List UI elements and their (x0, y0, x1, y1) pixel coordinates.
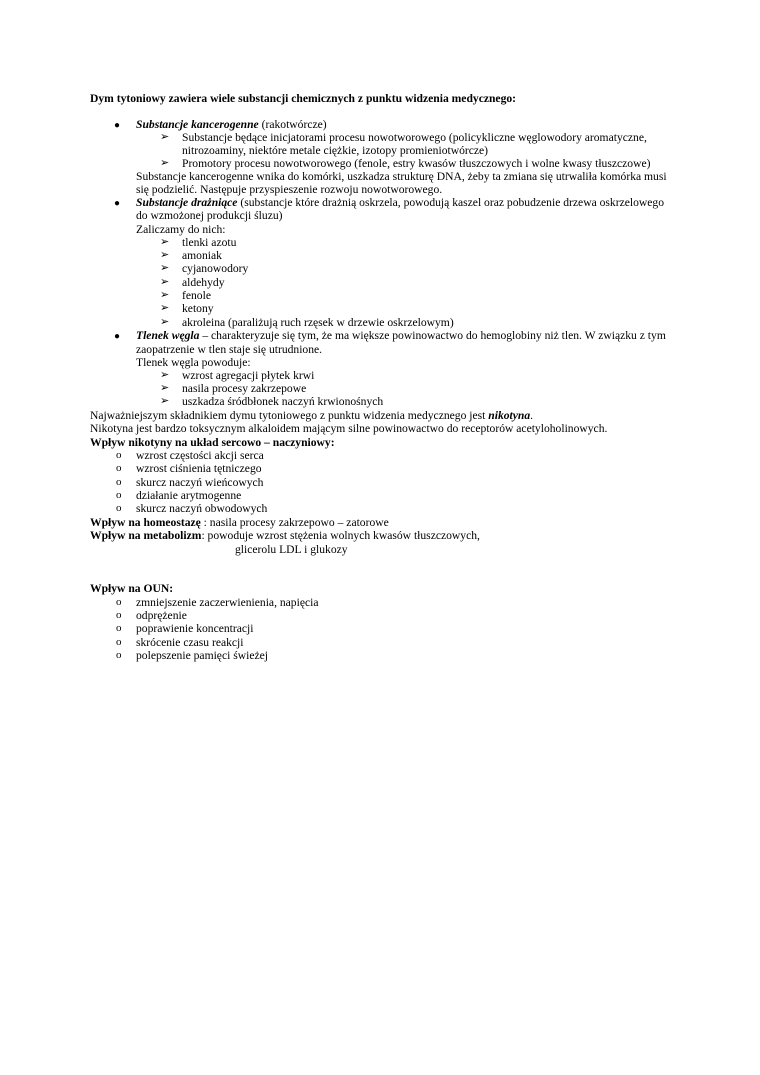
arrow-icon: ➢ (160, 236, 170, 248)
drazniace-text-line2: do wzmożonej produkcji śluzu) (136, 209, 283, 222)
tlenek-heading: Tlenek węgla (136, 329, 200, 342)
circle-bullet-icon: o (116, 449, 122, 461)
drazniace-heading-line (136, 196, 664, 209)
homeostaza-line (90, 516, 389, 529)
circle-bullet-icon: o (116, 489, 122, 501)
list-item: nasila procesy zakrzepowe (182, 382, 307, 395)
list-item: działanie arytmogenne (136, 489, 242, 502)
circle-bullet-icon: o (116, 476, 122, 488)
list-item: wzrost agregacji płytek krwi (182, 369, 315, 382)
circle-bullet-icon: o (116, 609, 122, 621)
kancerogenne-heading-line (136, 118, 327, 131)
list-item: ketony (182, 302, 214, 315)
list-item: skrócenie czasu reakcji (136, 636, 244, 649)
list-item: cyjanowodory (182, 262, 249, 275)
oun-heading: Wpływ na OUN: (90, 582, 174, 595)
list-item: wzrost częstości akcji serca (136, 449, 264, 462)
arrow-icon: ➢ (160, 316, 170, 328)
metabolizm-text-line2: glicerolu LDL i glukozy (235, 543, 348, 556)
circle-bullet-icon: o (116, 462, 122, 474)
kancerogenne-desc-line1: Substancje kancerogenne wnika do komórki, uszkadza strukturę DNA, żeby ta zmiana się utrwaliła komórka musi (136, 170, 667, 183)
metabolizm-text-line1: : powoduje wzrost stężenia wolnych kwasów tłuszczowych, (201, 529, 480, 542)
kancerogenne-sub2: Promotory procesu nowotworowego (fenole, estry kwasów tłuszczowych i wolne kwasy tłuszczowe) (182, 157, 651, 170)
arrow-icon: ➢ (160, 131, 170, 143)
kancerogenne-sub1-line2: nitrozoaminy, niektóre metale ciężkie, izotopy promieniotwórcze) (182, 144, 489, 157)
list-item: skurcz naczyń wieńcowych (136, 476, 264, 489)
list-item: akroleina (paraliżują ruch rzęsek w drzewie oskrzelowym) (182, 316, 454, 329)
circle-bullet-icon: o (116, 636, 122, 648)
homeostaza-text: : nasila procesy zakrzepowo – zatorowe (200, 516, 389, 529)
list-item: tlenki azotu (182, 236, 237, 249)
arrow-icon: ➢ (160, 289, 170, 301)
nikotyna-line1-post: . (530, 409, 534, 422)
drazniace-text-line1: (substancje które drażnią oskrzela, powodują kaszel oraz pobudzenie drzewa oskrzelowego (237, 196, 665, 209)
nikotyna-line2: Nikotyna jest bardzo toksycznym alkaloidem mającym silne powinowactwo do receptorów acetyloholinowych. (90, 422, 608, 435)
homeostaza-heading: Wpływ na homeostazę (90, 516, 201, 529)
metabolizm-heading: Wpływ na metabolizm (90, 529, 202, 542)
list-item: polepszenie pamięci świeżej (136, 649, 268, 662)
list-item: aldehydy (182, 276, 225, 289)
arrow-icon: ➢ (160, 395, 170, 407)
arrow-icon: ➢ (160, 249, 170, 261)
kancerogenne-heading: Substancje kancerogenne (136, 118, 259, 131)
drazniace-intro: Zaliczamy do nich: (136, 223, 226, 236)
metabolizm-line (90, 529, 480, 542)
circle-bullet-icon: o (116, 596, 122, 608)
arrow-icon: ➢ (160, 262, 170, 274)
list-item: skurcz naczyń obwodowych (136, 502, 268, 515)
document-title: Dym tytoniowy zawiera wiele substancji chemicznych z punktu widzenia medycznego: (90, 92, 517, 105)
list-item: zmniejszenie zaczerwienienia, napięcia (136, 596, 319, 609)
list-item: uszkadza śródbłonek naczyń krwionośnych (182, 395, 384, 408)
nikotyna-line1 (90, 409, 533, 422)
drazniace-heading: Substancje drażniące (136, 196, 238, 209)
list-item: amoniak (182, 249, 222, 262)
list-item: fenole (182, 289, 211, 302)
kancerogenne-note: (rakotwórcze) (258, 118, 327, 131)
arrow-icon: ➢ (160, 369, 170, 381)
arrow-icon: ➢ (160, 157, 170, 169)
circle-bullet-icon: o (116, 649, 122, 661)
sercowo-heading: Wpływ nikotyny na układ sercowo – naczyniowy: (90, 436, 335, 449)
kancerogenne-desc-line2: się podzielić. Następuje przyspieszenie rozwoju nowotworowego. (136, 183, 443, 196)
nikotyna-line1-pre: Najważniejszym składnikiem dymu tytoniowego z punktu widzenia medycznego jest (90, 409, 489, 422)
tlenek-text-line2: zaopatrzenie w tlen staje się utrudnione. (136, 343, 323, 356)
list-item: poprawienie koncentracji (136, 622, 254, 635)
nikotyna-bold: nikotyna (488, 409, 531, 422)
tlenek-intro: Tlenek węgla powoduje: (136, 356, 251, 369)
tlenek-text-line1: – charakteryzuje się tym, że ma większe powinowactwo do hemoglobiny niż tlen. W związku z tym (199, 329, 666, 342)
arrow-icon: ➢ (160, 382, 170, 394)
circle-bullet-icon: o (116, 622, 122, 634)
circle-bullet-icon: o (116, 502, 122, 514)
arrow-icon: ➢ (160, 276, 170, 288)
bullet-icon: ● (114, 120, 121, 131)
list-item: odprężenie (136, 609, 187, 622)
tlenek-heading-line (136, 329, 666, 342)
arrow-icon: ➢ (160, 302, 170, 314)
bullet-icon: ● (114, 198, 121, 209)
kancerogenne-sub1-line1: Substancje będące inicjatorami procesu nowotworowego (policykliczne węglowodory aromatyczne, (182, 131, 647, 144)
list-item: wzrost ciśnienia tętniczego (136, 462, 262, 475)
bullet-icon: ● (114, 331, 121, 342)
